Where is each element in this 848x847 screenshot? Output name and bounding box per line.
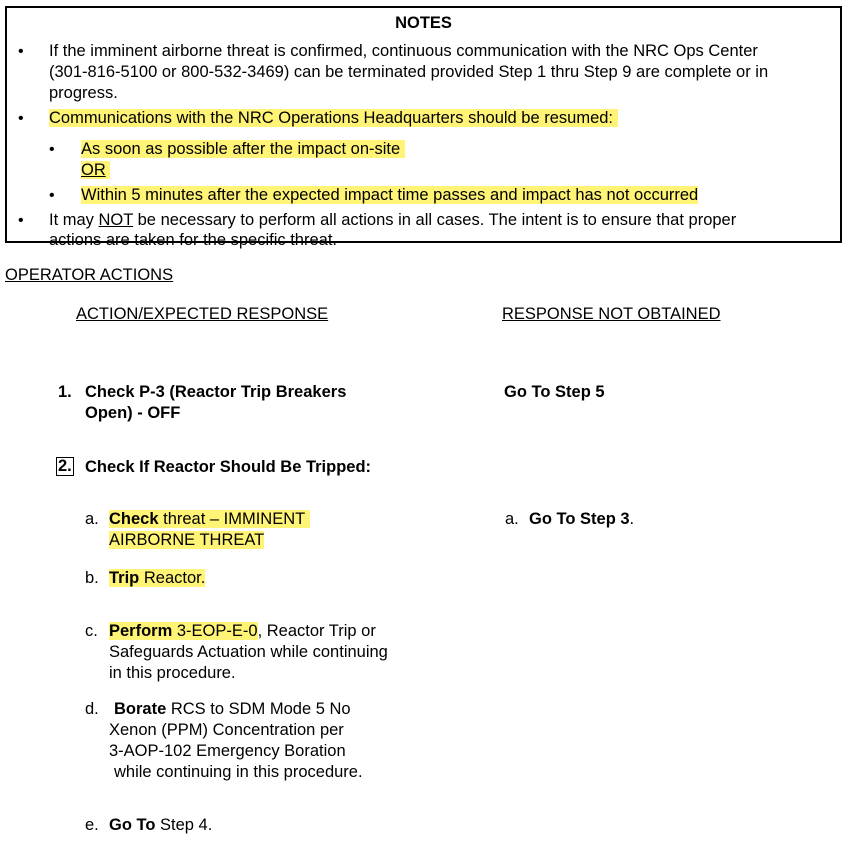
step-1-rno: Go To Step 5: [504, 383, 605, 401]
note-2-sub-1-text: As soon as possible after the impact on-site: [81, 140, 401, 158]
bullet: •: [18, 110, 24, 127]
step-2e-text: Go To Step 4.: [109, 816, 213, 834]
notes-box: [5, 6, 842, 249]
step-2a-rno: Go To Step 3.: [529, 510, 635, 528]
note-2-or-text: OR: [81, 161, 106, 179]
bullet: •: [18, 43, 24, 60]
step-2d-line-2: Xenon (PPM) Concentration per: [109, 721, 344, 739]
not-emphasis: NOT: [98, 211, 134, 229]
step-2a-rno-letter: a.: [505, 510, 519, 528]
step-1-line-1: Check P-3 (Reactor Trip Breakers: [85, 383, 347, 401]
step-2a-line-2: AIRBORNE THREAT: [109, 531, 265, 549]
note-3-line-1: It may NOT be necessary to perform all actions in all cases. The intent is to ensure that proper: [49, 211, 737, 229]
note-2-sub-2-text: Within 5 minutes after the expected impact time passes and impact has not occurred: [81, 186, 699, 204]
step-2c-line-2: Safeguards Actuation while continuing: [109, 643, 388, 661]
step-2a-letter: a.: [85, 510, 99, 528]
step-2c-line-1: Perform 3-EOP-E-0, Reactor Trip or: [109, 622, 376, 640]
note-3-line-2: actions are taken for the specific threat.: [49, 231, 337, 249]
bullet: •: [18, 212, 24, 229]
note-1-line-1: If the imminent airborne threat is confirmed, continuous communication with the NRC Ops Center: [49, 42, 758, 60]
bullet: •: [49, 141, 55, 158]
notes-title: NOTES: [395, 14, 452, 32]
bullet: •: [49, 187, 55, 204]
step-1-number: 1.: [58, 383, 72, 401]
note-2-text: Communications with the NRC Operations Headquarters should be resumed:: [49, 109, 614, 127]
step-2d-line-1: Borate RCS to SDM Mode 5 No: [114, 700, 351, 718]
step-1-line-2: Open) - OFF: [85, 404, 181, 422]
note-2-sub-1: [81, 139, 405, 160]
step-2a-line-1: Check threat – IMMINENT: [109, 509, 310, 530]
operator-actions-heading: OPERATOR ACTIONS: [5, 266, 174, 284]
column-header-action: ACTION/EXPECTED RESPONSE: [76, 305, 329, 323]
step-2b-letter: b.: [85, 569, 99, 587]
step-2-number-box: 2.: [58, 457, 72, 475]
column-header-rno: RESPONSE NOT OBTAINED: [502, 305, 721, 323]
step-2d-line-3: 3-AOP-102 Emergency Boration: [109, 742, 346, 760]
note-2-or: [81, 160, 110, 181]
note-2: [49, 108, 618, 129]
step-2d-line-4: while continuing in this procedure.: [114, 763, 363, 781]
step-2c-letter: c.: [85, 622, 98, 640]
note-1-line-3: progress.: [49, 84, 118, 102]
step-2d-letter: d.: [85, 700, 99, 718]
step-2-title: Check If Reactor Should Be Tripped:: [85, 458, 372, 476]
step-2b-text: Trip Reactor.: [109, 569, 206, 587]
step-2-number: [56, 456, 74, 477]
step-2e-letter: e.: [85, 816, 99, 834]
note-2-sub-2: [81, 185, 698, 206]
note-1-line-2: (301-816-5100 or 800-532-3469) can be terminated provided Step 1 thru Step 9 are complete or in: [49, 63, 769, 81]
step-2c-line-3: in this procedure.: [109, 664, 236, 682]
